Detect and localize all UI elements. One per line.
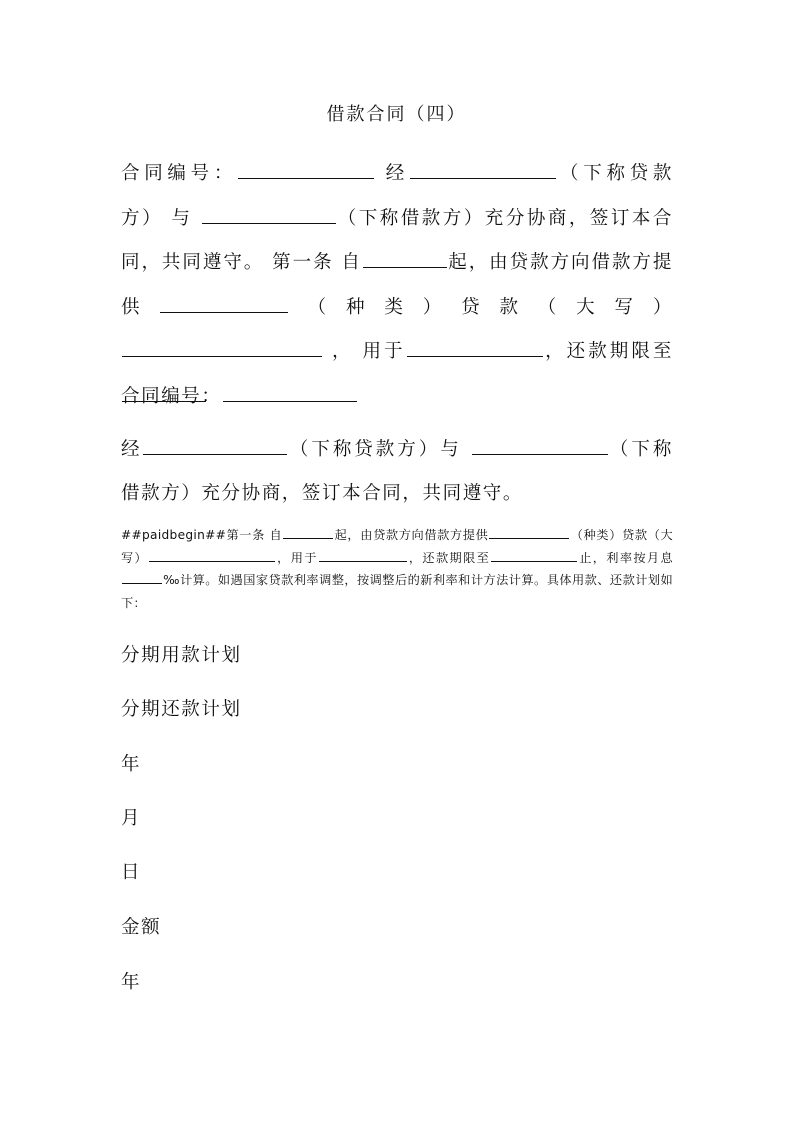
year-label-1: 年 bbox=[121, 754, 142, 775]
purpose-blank[interactable] bbox=[407, 338, 543, 357]
contract-no-label-2: 合同编号： bbox=[121, 386, 222, 407]
small-purpose-blank[interactable] bbox=[319, 550, 407, 562]
kind-note: （种类）贷款（大写） bbox=[289, 296, 673, 318]
used-for-label: 用于 bbox=[362, 341, 406, 362]
jing-label-3: 经 bbox=[121, 439, 143, 460]
contract-no-line bbox=[121, 375, 673, 419]
comma: ， bbox=[331, 341, 354, 362]
loan-terms-paragraph bbox=[121, 524, 673, 614]
lender-blank-3[interactable] bbox=[143, 436, 287, 455]
repay-plan-heading: 分期还款计划 bbox=[121, 699, 242, 720]
jing-label: 经 bbox=[385, 163, 409, 184]
borrower-note-3: （下称借款方）充分协商，签订本合同，共同遵守。 bbox=[121, 439, 673, 504]
contract-paragraph-3 bbox=[121, 428, 673, 516]
paid-marker: ##paidbegin## bbox=[121, 528, 227, 542]
repay-until-label: ，还款期限至 bbox=[543, 341, 674, 362]
loan-kind-blank[interactable] bbox=[160, 294, 288, 313]
day-label: 日 bbox=[121, 862, 142, 883]
lender-blank[interactable] bbox=[410, 160, 556, 179]
small-start-blank[interactable] bbox=[283, 527, 333, 539]
article1-prefix: 第一条 自 bbox=[272, 252, 362, 273]
contract-no-blank-2[interactable] bbox=[223, 383, 357, 402]
small-rate-blank[interactable] bbox=[122, 572, 162, 584]
small-used-for: ，用于 bbox=[276, 550, 318, 565]
borrower-blank[interactable] bbox=[202, 205, 336, 224]
lender-note: （下称贷款方） bbox=[121, 163, 673, 229]
lender-note-3: （下称贷款方）与 bbox=[288, 439, 462, 460]
small-rate: 止，利率按月息 bbox=[578, 550, 673, 565]
start-date-blank[interactable] bbox=[363, 249, 447, 268]
small-repay-blank[interactable] bbox=[491, 550, 577, 562]
amount-label: 金额 bbox=[121, 917, 162, 938]
article1-rest: 起，由贷款方向借款方提供 bbox=[121, 252, 673, 318]
small-repay-until: ，还款期限至 bbox=[407, 550, 491, 565]
page-title: 借款合同（四） bbox=[326, 104, 467, 125]
small-kind: （种类）贷款（大写） bbox=[121, 528, 674, 565]
small-permil: ‰计算。如遇国家贷款利率调整，按调整后的新利率和计方法计算。具体用款、还款计划如下： bbox=[121, 573, 673, 610]
borrower-note: （下称借款方）充分协商，签订本合同，共同遵守。 bbox=[121, 207, 673, 273]
usage-plan-heading: 分期用款计划 bbox=[121, 645, 242, 666]
small-amount-blank[interactable] bbox=[149, 550, 275, 562]
contract-no-blank[interactable] bbox=[238, 160, 374, 179]
amount-words-blank[interactable] bbox=[122, 338, 322, 357]
small-article: 第一条 自 bbox=[226, 528, 283, 542]
small-kind-blank[interactable] bbox=[489, 527, 569, 539]
borrower-blank-3[interactable] bbox=[472, 436, 608, 455]
month-label: 月 bbox=[121, 808, 142, 829]
small-rest1: 起，由贷款方向借款方提供 bbox=[334, 528, 489, 542]
yu-label: 与 bbox=[171, 207, 193, 229]
year-label-2: 年 bbox=[121, 972, 142, 993]
contract-no-label: 合同编号： bbox=[121, 163, 238, 184]
